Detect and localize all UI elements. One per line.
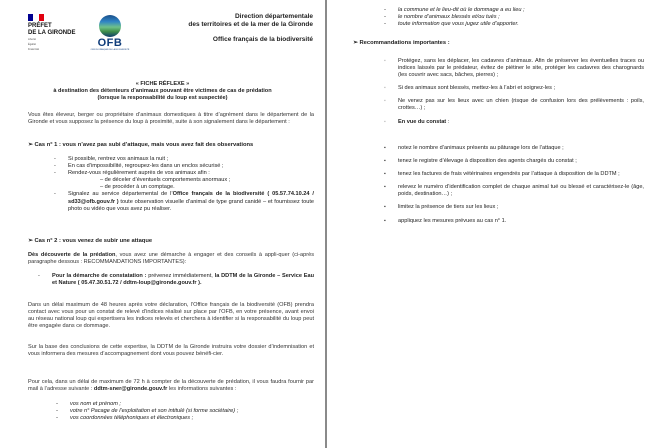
info-item: - la commune et le lieu-dit où le dommage a eu lieu ; bbox=[384, 7, 634, 14]
org-line-3: Office français de la biodiversité bbox=[212, 36, 313, 43]
org-line-1: Direction départementale bbox=[234, 13, 313, 20]
prefet-name-line1: PRÉFET bbox=[28, 23, 52, 29]
info-item: - le nombre d’animaux blessés et/ou tués ; bbox=[384, 14, 634, 21]
prefet-name-line2: DE LA GIRONDE bbox=[28, 29, 76, 36]
info-item: - toute information que vous jugez utile d’apporter. bbox=[384, 21, 634, 28]
constat-item: ▪ relevez le numéro d’identification complet de chaque animal tué ou blessé et caractérisez-le (âge, poids, destination…) ; bbox=[384, 184, 644, 198]
list-item: - En cas d’impossibilité, regroupez-les dans un enclos sécurisé ; bbox=[54, 163, 314, 170]
french-flag-icon bbox=[28, 14, 44, 21]
constat-heading-bold: En vue du constat bbox=[398, 118, 447, 125]
ddtm-contact: la DDTM de la Gironde – Service Eau et Nature ( 05.47.30.51.72 / ddtm-loup@gironde.gouv.fr ). bbox=[52, 273, 314, 287]
email-pre: Pour cela, dans un délai de maximum de 72 h à compter de la découverte de prédation, il vous faudra fournir par mail à l’adresse suivante : bbox=[28, 379, 314, 393]
email-paragraph bbox=[28, 379, 314, 393]
motto-3: Fraternité bbox=[28, 48, 40, 51]
ofb-logo-subtext: OFFICE FRANÇAIS DE LA BIODIVERSITÉ bbox=[90, 49, 130, 51]
intro-paragraph: Vous êtes éleveur, berger ou propriétaire d’animaux domestiques à titre d’agrément dans le département de la Gironde et vous supposez la présence du loup à proximité, suite à son signalement dans le département : bbox=[28, 112, 314, 126]
email-post: les informations suivantes : bbox=[167, 386, 237, 393]
signal-post: toute observation visuelle d’animal de type grand canidé – et fournissez toute photo ou vidéo que vous avez pu réaliser. bbox=[68, 198, 315, 212]
reco-item: ▪ Si des animaux sont blessés, mettez-les à l’abri et soignez-les ; bbox=[384, 85, 644, 92]
title-line-2: à destination des détenteurs d’animaux pouvant être victimes de cas de prédation bbox=[53, 88, 272, 94]
signal-pre: Signalez au service départemental de l’ bbox=[68, 191, 173, 198]
constat-list-item bbox=[38, 273, 314, 287]
ofb-globe-icon bbox=[99, 15, 121, 37]
page-right bbox=[327, 0, 650, 448]
cas2-heading: ➢ Cas n° 2 : vous venez de subir une attaque bbox=[28, 238, 153, 244]
info-list-part1 bbox=[56, 401, 314, 422]
constat-item: ▪ limitez la présence de tiers sur les lieux ; bbox=[384, 204, 644, 211]
motto-1: Liberté bbox=[28, 38, 36, 41]
org-header bbox=[188, 13, 313, 44]
list-item: - Rendez-vous régulièrement auprès de vos animaux afin : bbox=[54, 170, 314, 177]
reco-item: ▪ Protégez, sans les déplacer, les cadavres d’animaux. Afin de préserver les éventuelles traces ou indices laissés par le prédateur, évitez de piétiner le site, protéger les cadavres des charognards (les couvrir avec sacs, bâches, pierres) ; bbox=[384, 58, 644, 79]
title-line-1: « FICHE RÉFLEXE » bbox=[135, 81, 190, 87]
cas1-list bbox=[54, 156, 314, 213]
reco-item: ▪ Ne venez pas sur les lieux avec un chien (risque de confusion lors des prélèvements : poils, crottes…) ; bbox=[384, 98, 644, 112]
constat-bold: Pour la démarche de constatation : bbox=[52, 273, 147, 279]
expertise-paragraph: Sur la base des conclusions de cette expertise, la DDTM de la Gironde instruira votre dossier d’indemnisation et vous informera des mesures d’accompagnement dont vous pouvez bénéfi-cier. bbox=[28, 344, 314, 358]
constat-item: ▪ tenez les factures de frais vétérinaires engendrés par l’attaque à disposition de la DDTM ; bbox=[384, 171, 644, 178]
sub-item: – de procéder à un comptage. bbox=[100, 184, 175, 191]
cas1-heading: ➢ Cas n° 1 : vous n’avez pas subi d’attaque, mais vous avez fait des observations bbox=[28, 142, 254, 148]
constat-item: ▪ appliquez les mesures prévues au cas n° 1. bbox=[384, 218, 644, 225]
constat-mid: prévenez immédiatement, bbox=[146, 273, 215, 279]
cas2-intro-bold: Dès découverte de la prédation bbox=[28, 252, 116, 258]
constat-item bbox=[38, 273, 314, 287]
info-item: - votre n° Pacage de l’exploitation et son intitulé (si forme sociétaire) ; bbox=[56, 408, 314, 415]
constat-heading-colon: : bbox=[446, 118, 450, 125]
org-line-2: des territoires et de la mer de la Gironde bbox=[188, 21, 313, 28]
reco-list bbox=[384, 58, 644, 132]
ofb-logo-text: OFB bbox=[97, 37, 123, 49]
constat-item: ▪ notez le nombre d’animaux présents au pâturage lors de l’attaque ; bbox=[384, 145, 644, 152]
delay-paragraph: Dans un délai maximum de 48 heures après votre déclaration, l’Office français de la biodiversité (OFB) prendra contact avec vous pour un constat de relevé d’indices réalisé sur place par l’OFB, en votre présence, avant envoi au réseau national loup qui expertisera les indices relevés et cherchera à identifier si la responsabilité du loup peut être engagée dans ce dommage. bbox=[28, 302, 314, 330]
ofb-contact: Office français de la biodiversité ( 05.57.74.10.24 / sd33@ofb.gouv.fr ) bbox=[68, 191, 314, 205]
info-item: - vos nom et prénom ; bbox=[56, 401, 314, 408]
signal-ofb-item bbox=[54, 191, 314, 212]
email-link[interactable]: ddtm-sner@gironde.gouv.fr bbox=[93, 386, 168, 393]
info-list-part2 bbox=[384, 7, 634, 28]
document-title bbox=[0, 81, 325, 102]
reco-constat-heading bbox=[384, 119, 644, 126]
info-item: - vos coordonnées téléphoniques et électroniques ; bbox=[56, 415, 314, 422]
list-item: - Si possible, rentrez vos animaux la nuit ; bbox=[54, 156, 314, 163]
constat-list bbox=[384, 145, 644, 231]
motto-2: Égalité bbox=[28, 43, 36, 46]
sub-item: – de déceler d’éventuels comportements anormaux ; bbox=[100, 177, 231, 184]
constat-item: ▪ tenez le registre d’élevage à disposition des agents chargés du constat ; bbox=[384, 158, 644, 165]
cas2-intro bbox=[28, 252, 314, 266]
reco-heading: ➢ Recommandations importantes : bbox=[353, 40, 450, 46]
title-line-3: (lorsque la responsabilité du loup est suspectée) bbox=[97, 95, 228, 101]
cas2-intro-rest: , vous avez une démarche à engager et des conseils à appli-quer (ci-après paragraphe dessous : RECOMMANDATIONS IMPORTANTES): bbox=[28, 252, 314, 266]
ofb-logo bbox=[90, 15, 130, 52]
prefet-logo bbox=[28, 14, 84, 51]
